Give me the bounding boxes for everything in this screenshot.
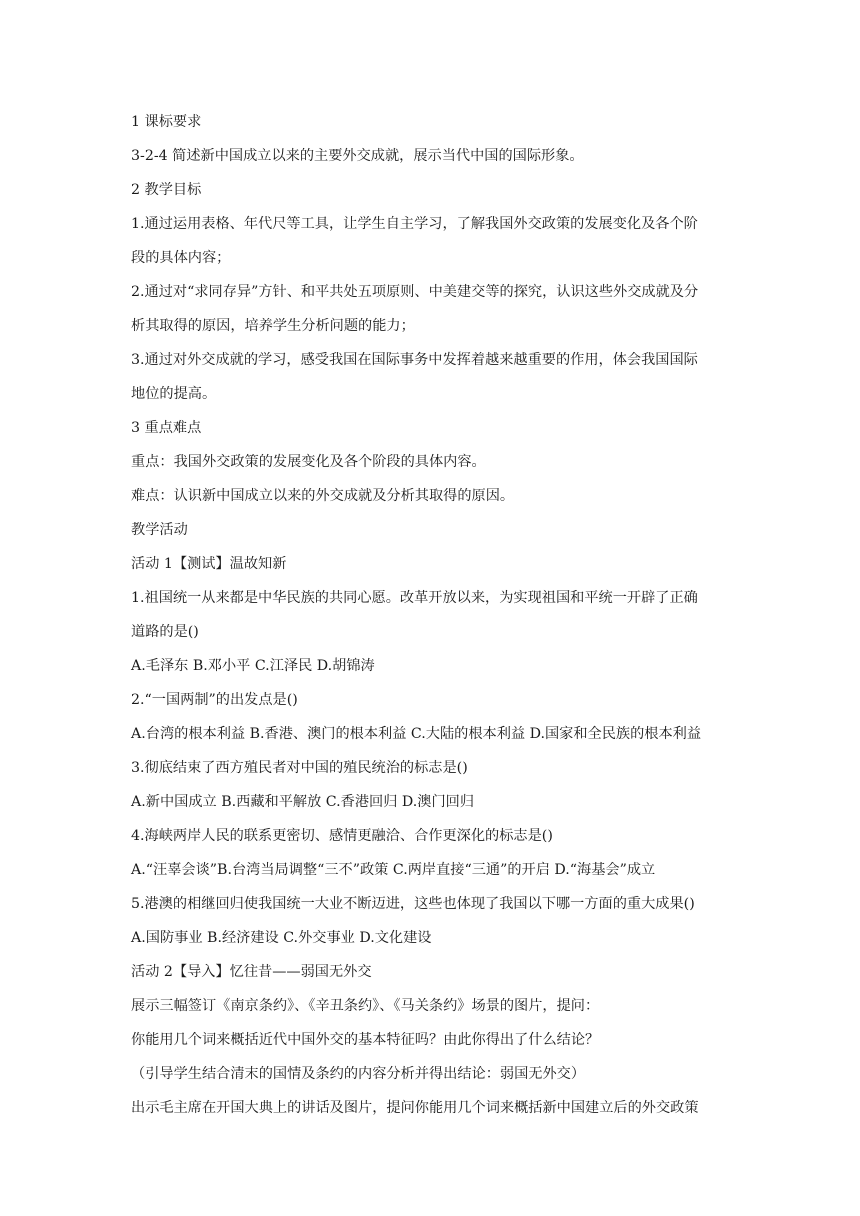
text-line: 段的具体内容； (131, 250, 231, 266)
heading-activity-2: 活动 2【导入】忆往昔——弱国无外交 (131, 964, 372, 980)
answer-options: A.毛泽东 B.邓小平 C.江泽民 D.胡锦涛 (131, 658, 375, 674)
heading-objectives: 2 教学目标 (131, 182, 202, 198)
question-line: 道路的是() (131, 624, 199, 640)
question-line: 2.“一国两制”的出发点是() (131, 692, 298, 708)
text-line: 1.通过运用表格、年代尺等工具，让学生自主学习，了解我国外交政策的发展变化及各个阶 (131, 216, 698, 232)
text-line: 3-2-4 简述新中国成立以来的主要外交成就，展示当代中国的国际形象。 (131, 148, 584, 164)
text-line: （引导学生结合清末的国情及条约的内容分析并得出结论：弱国无外交） (131, 1066, 586, 1082)
heading-activities: 教学活动 (131, 522, 188, 538)
heading-activity-1: 活动 1【测试】温故知新 (131, 556, 287, 572)
text-line: 析其取得的原因，培养学生分析问题的能力； (131, 318, 415, 334)
text-line: 地位的提高。 (131, 386, 217, 402)
question-line: 4.海峡两岸人民的联系更密切、感情更融洽、合作更深化的标志是() (131, 828, 553, 844)
question-line: 1.祖国统一从来都是中华民族的共同心愿。改革开放以来，为实现祖国和平统一开辟了正确 (131, 590, 698, 606)
text-line: 3.通过对外交成就的学习，感受我国在国际事务中发挥着越来越重要的作用，体会我国国际 (131, 352, 698, 368)
answer-options: A.“汪辜会谈”B.台湾当局调整“三不”政策 C.两岸直接“三通”的开启 D.“海基会”成立 (131, 862, 656, 878)
question-line: 5.港澳的相继回归使我国统一大业不断迈进，这些也体现了我国以下哪一方面的重大成果() (131, 896, 695, 912)
heading-key-points: 3 重点难点 (131, 420, 202, 436)
answer-options: A.国防事业 B.经济建设 C.外交事业 D.文化建设 (131, 930, 432, 946)
text-line: 出示毛主席在开国大典上的讲话及图片，提问你能用几个词来概括新中国建立后的外交政策 (131, 1100, 699, 1116)
text-line: 展示三幅签订《南京条约》、《辛丑条约》、《马关条约》场景的图片，提问： (131, 998, 600, 1014)
answer-options: A.新中国成立 B.西藏和平解放 C.香港回归 D.澳门回归 (131, 794, 475, 810)
heading-curriculum: 1 课标要求 (131, 114, 202, 130)
question-line: 3.彻底结束了西方殖民者对中国的殖民统治的标志是() (131, 760, 468, 776)
text-line: 你能用几个词来概括近代中国外交的基本特征吗？由此你得出了什么结论？ (131, 1032, 600, 1048)
text-line: 重点：我国外交政策的发展变化及各个阶段的具体内容。 (131, 454, 486, 470)
answer-options: A.台湾的根本利益 B.香港、澳门的根本利益 C.大陆的根本利益 D.国家和全民族的根本利益 (131, 726, 702, 742)
text-line: 2.通过对“求同存异”方针、和平共处五项原则、中美建交等的探究，认识这些外交成就及分 (131, 284, 699, 300)
text-line: 难点：认识新中国成立以来的外交成就及分析其取得的原因。 (131, 488, 515, 504)
